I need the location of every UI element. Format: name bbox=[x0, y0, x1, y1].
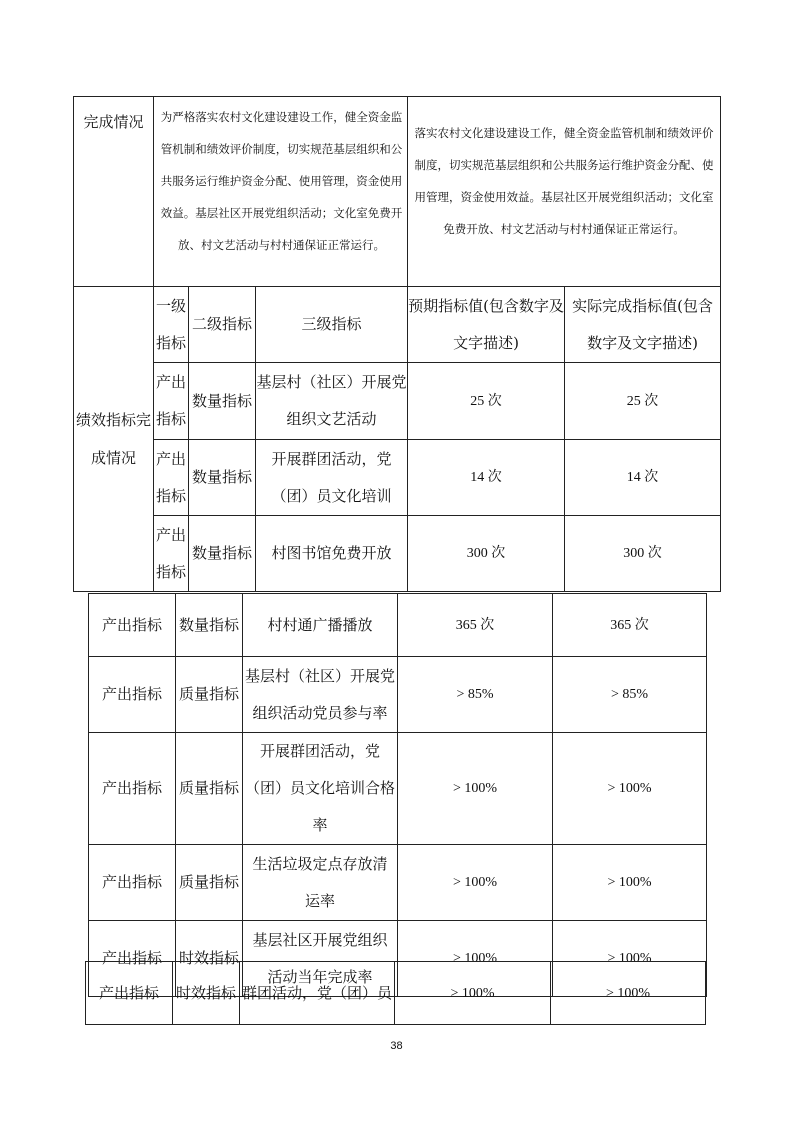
row-level1: 产出指标 bbox=[154, 516, 189, 592]
completion-text-right: 落实农村文化建设建设工作，健全资金监管机制和绩效评价制度，切实规范基层组织和公共服务运行维护资金分配、使用管理，资金使用效益。基层社区开展党组织活动；文化室免费开放、村文艺活动与村村通保证正常运行。 bbox=[408, 97, 721, 287]
indicator-table-last bbox=[85, 961, 706, 1025]
table-row bbox=[89, 594, 707, 657]
indicator-table-continued bbox=[88, 593, 707, 997]
row-level2: 质量指标 bbox=[176, 733, 243, 845]
header-actual: 实际完成指标值(包含数字及文字描述) bbox=[565, 287, 721, 363]
row-level1: 产出指标 bbox=[89, 845, 176, 921]
row-level2: 数量指标 bbox=[189, 363, 256, 440]
completion-label: 完成情况 bbox=[74, 97, 154, 287]
row-expected: 300 次 bbox=[408, 516, 565, 592]
table-row bbox=[89, 657, 707, 733]
table-row bbox=[86, 962, 706, 1025]
row-expected: 14 次 bbox=[408, 440, 565, 516]
row-expected: > 100% bbox=[395, 962, 551, 1025]
row-level3: 基层社区开展党组织活动当年完成率 bbox=[243, 921, 398, 997]
row-level3: 开展群团活动，党（团）员文化培训合格率 bbox=[243, 733, 398, 845]
row-level2: 质量指标 bbox=[176, 845, 243, 921]
row-level1: 产出指标 bbox=[86, 962, 173, 1025]
indicator-table-main bbox=[73, 96, 721, 592]
row-actual: > 100% bbox=[553, 845, 707, 921]
header-expected: 预期指标值(包含数字及文字描述) bbox=[408, 287, 565, 363]
row-actual: > 85% bbox=[553, 657, 707, 733]
table-row bbox=[74, 363, 721, 440]
header-level2: 二级指标 bbox=[189, 287, 256, 363]
row-level2: 数量指标 bbox=[189, 516, 256, 592]
header-level1: 一级指标 bbox=[154, 287, 189, 363]
row-expected: > 85% bbox=[398, 657, 553, 733]
row-level2: 数量指标 bbox=[176, 594, 243, 657]
table-row bbox=[74, 516, 721, 592]
table-row bbox=[89, 845, 707, 921]
row-actual: > 100% bbox=[551, 962, 706, 1025]
row-level3: 村村通广播播放 bbox=[243, 594, 398, 657]
row-level1: 产出指标 bbox=[89, 733, 176, 845]
row-level3: 群团活动，党（团）员 bbox=[240, 962, 395, 1025]
table-row bbox=[74, 440, 721, 516]
row-level1: 产出指标 bbox=[89, 657, 176, 733]
indicator-section-label: 绩效指标完成情况 bbox=[74, 287, 154, 592]
indicator-header-row bbox=[74, 287, 721, 363]
row-actual: > 100% bbox=[553, 733, 707, 845]
row-level3: 基层村（社区）开展党组织活动党员参与率 bbox=[243, 657, 398, 733]
completion-row bbox=[74, 97, 721, 287]
row-level1: 产出指标 bbox=[154, 363, 189, 440]
row-level2: 时效指标 bbox=[173, 962, 240, 1025]
row-level3: 开展群团活动，党（团）员文化培训 bbox=[256, 440, 408, 516]
row-expected: > 100% bbox=[398, 921, 553, 997]
row-expected: > 100% bbox=[398, 733, 553, 845]
row-level1: 产出指标 bbox=[89, 921, 176, 997]
table-row bbox=[89, 733, 707, 845]
row-level3: 生活垃圾定点存放清运率 bbox=[243, 845, 398, 921]
page-number: 38 bbox=[390, 1040, 403, 1052]
row-actual: 365 次 bbox=[553, 594, 707, 657]
row-expected: 25 次 bbox=[408, 363, 565, 440]
row-actual: 300 次 bbox=[565, 516, 721, 592]
row-level2: 数量指标 bbox=[189, 440, 256, 516]
row-level1: 产出指标 bbox=[89, 594, 176, 657]
completion-text-left: 为严格落实农村文化建设建设工作，健全资金监管机制和绩效评价制度，切实规范基层组织和公共服务运行维护资金分配、使用管理，资金使用效益。基层社区开展党组织活动；文化室免费开放、村文艺活动与村村通保证正常运行。 bbox=[154, 97, 408, 287]
row-level3: 基层村（社区）开展党组织文艺活动 bbox=[256, 363, 408, 440]
row-expected: > 100% bbox=[398, 845, 553, 921]
header-level3: 三级指标 bbox=[256, 287, 408, 363]
row-level3: 村图书馆免费开放 bbox=[256, 516, 408, 592]
row-actual: 14 次 bbox=[565, 440, 721, 516]
row-actual: > 100% bbox=[553, 921, 707, 997]
row-actual: 25 次 bbox=[565, 363, 721, 440]
row-level2: 时效指标 bbox=[176, 921, 243, 997]
row-level2: 质量指标 bbox=[176, 657, 243, 733]
row-level1: 产出指标 bbox=[154, 440, 189, 516]
row-expected: 365 次 bbox=[398, 594, 553, 657]
